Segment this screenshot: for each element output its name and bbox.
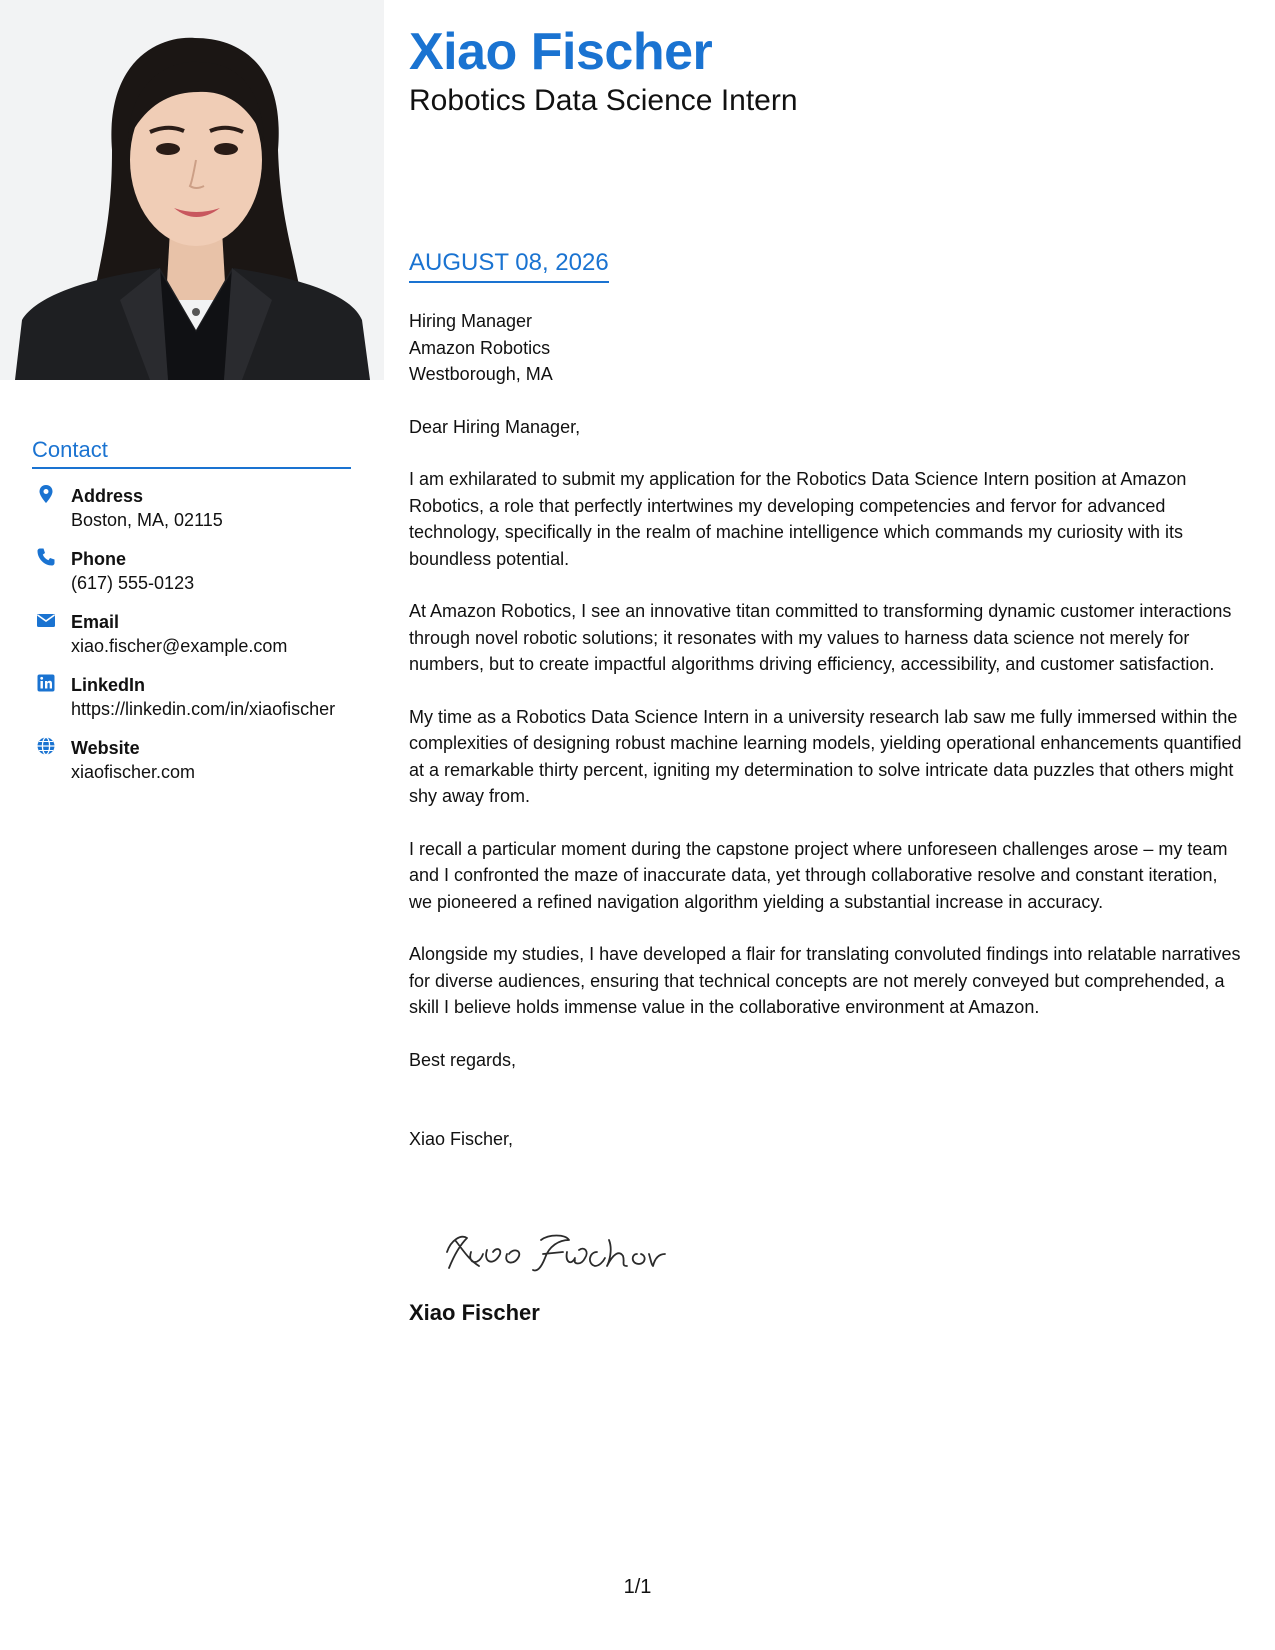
- paragraph: My time as a Robotics Data Science Intern in a university research lab saw me fully immersed within the complexities of designing robust machine learning models, yielding operational enhancements quantified at a remarkable thirty percent, igniting my determination to solve intricate data puzzles that others might shy away from.: [409, 706, 1242, 806]
- contact-item-address: [32, 484, 352, 534]
- profile-photo: [0, 0, 384, 380]
- contact-title: Contact: [32, 437, 351, 469]
- phone-icon: [36, 547, 56, 567]
- linkedin-icon: [36, 673, 56, 693]
- paragraph: Alongside my studies, I have developed a flair for translating convoluted findings into relatable narratives for diverse audiences, ensuring that technical concepts are not merely conveyed but comprehended, a skill I believe holds immense value in the collaborative environment at Amazon.: [409, 944, 1241, 1017]
- paragraph: I am exhilarated to submit my application for the Robotics Data Science Intern position at Amazon Robotics, a role that perfectly intertwines my developing competencies and fervor for advanced technology, specifically in the realm of machine intelligence which commands my curiosity with its boundless potential.: [409, 469, 1187, 569]
- handwritten-signature: [409, 1210, 669, 1280]
- applicant-name: Xiao Fischer: [409, 23, 713, 81]
- contact-label: Email: [71, 612, 120, 632]
- contact-value: xiao.fischer@example.com: [71, 636, 288, 656]
- map-pin-icon: [36, 484, 56, 504]
- recipient-block: [409, 308, 1244, 388]
- contact-label: Address: [71, 486, 144, 506]
- globe-icon: [36, 736, 56, 756]
- signer-name: Xiao Fischer: [409, 1300, 540, 1325]
- contact-label: Phone: [71, 549, 127, 569]
- applicant-role: Robotics Data Science Intern: [409, 84, 798, 117]
- sidebar: [0, 0, 384, 1650]
- contact-value[interactable]: xiaofischer.com: [71, 762, 196, 782]
- contact-label: LinkedIn: [71, 675, 146, 695]
- contact-item-website: [32, 736, 352, 786]
- contact-value[interactable]: https://linkedin.com/in/xiaofischer: [71, 699, 336, 719]
- sign-name: Xiao Fischer,: [409, 1129, 514, 1149]
- letter-date: AUGUST 08, 2026: [409, 249, 609, 283]
- closing: Best regards,: [409, 1049, 517, 1070]
- contact-item-phone: [32, 547, 352, 597]
- contact-item-linkedin: [32, 673, 352, 723]
- contact-value: Boston, MA, 02115: [71, 510, 223, 530]
- paragraph: I recall a particular moment during the capstone project where unforeseen challenges arose – my team and I confronted the maze of inaccurate data, yet through collaborative resolve and constant iteration, we pioneered a refined navigation algorithm yielding a substantial increase in accuracy.: [409, 838, 1228, 912]
- recipient-line: Hiring Manager: [409, 311, 533, 331]
- contact-item-email: [32, 610, 352, 660]
- envelope-icon: [36, 610, 56, 630]
- recipient-line: Amazon Robotics: [409, 337, 551, 358]
- recipient-line: Westborough, MA: [409, 364, 553, 384]
- salutation: Dear Hiring Manager,: [409, 416, 581, 437]
- contact-value: (617) 555-0123: [71, 573, 195, 593]
- letter-body: [409, 308, 1244, 1179]
- contact-label: Website: [71, 738, 140, 758]
- paragraph: At Amazon Robotics, I see an innovative titan committed to transforming dynamic customer interactions through novel robotic solutions; it resonates with my values to harness data science not merely for numbers, but to create impactful algorithms driving efficiency, accessibility, and customer satisfaction.: [409, 601, 1232, 674]
- page-number: 1/1: [623, 1576, 652, 1598]
- contact-list: [32, 484, 352, 799]
